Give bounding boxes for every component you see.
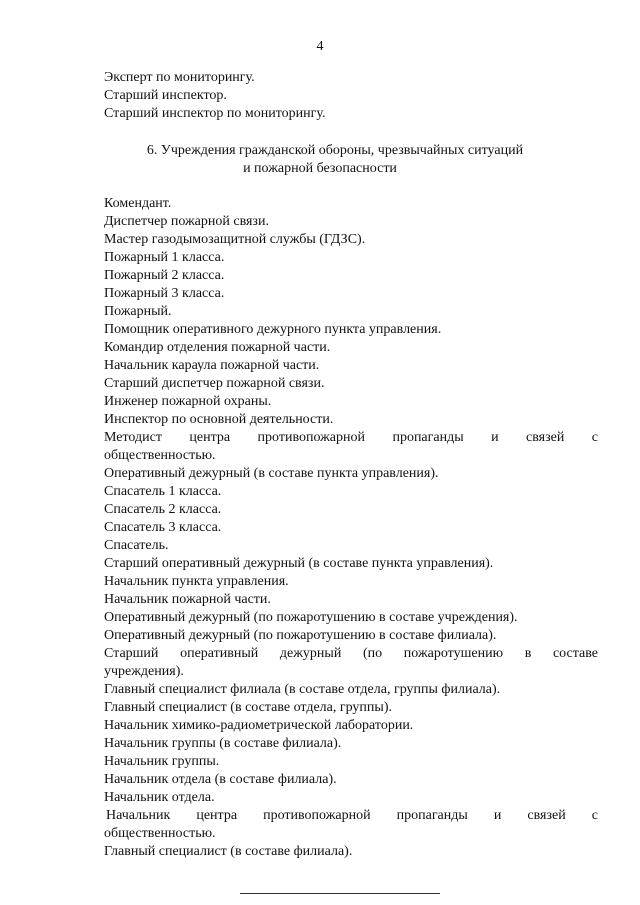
list-item: Спасатель 2 класса. <box>104 502 222 517</box>
list-item: Пожарный 2 класса. <box>104 268 225 283</box>
list-item: Диспетчер пожарной связи. <box>104 214 269 229</box>
list-item: Старший инспектор. <box>104 88 227 103</box>
list-item: Пожарный 1 класса. <box>104 250 225 265</box>
list-item: Спасатель 1 класса. <box>104 484 222 499</box>
list-item: Начальник пожарной части. <box>104 592 271 607</box>
list-item-continuation: учреждения). <box>104 664 184 679</box>
list-item: Начальник караула пожарной части. <box>104 358 320 373</box>
list-item: Начальник группы. <box>104 754 220 769</box>
list-item: Инспектор по основной деятельности. <box>104 412 334 427</box>
list-item: Начальник отдела (в составе филиала). <box>104 772 337 787</box>
list-item: Оперативный дежурный (по пожаротушению в составе учреждения). <box>104 610 518 625</box>
section-title-line1: 6. Учреждения гражданской обороны, чрезвычайных ситуаций <box>146 143 524 158</box>
list-item: Пожарный 3 класса. <box>104 286 225 301</box>
list-item: Спасатель 3 класса. <box>104 520 222 535</box>
list-item: Оперативный дежурный (в составе пункта управления). <box>104 466 439 481</box>
list-item: Пожарный. <box>104 304 172 319</box>
list-item: Инженер пожарной охраны. <box>104 394 272 409</box>
list-item: Мастер газодымозащитной службы (ГДЗС). <box>104 232 366 247</box>
list-item: Начальник пункта управления. <box>104 574 289 589</box>
list-item: Главный специалист филиала (в составе отдела, группы филиала). <box>104 682 501 697</box>
list-item: Оперативный дежурный (по пожаротушению в составе филиала). <box>104 628 497 643</box>
list-item: Эксперт по мониторингу. <box>104 70 255 85</box>
list-item: Старший диспетчер пожарной связи. <box>104 376 325 391</box>
list-item-justified: Методист центра противопожарной пропаганды и связей с <box>104 430 598 445</box>
list-item: Спасатель. <box>104 538 169 553</box>
list-item: Главный специалист (в составе филиала). <box>104 844 353 859</box>
page-number: 4 <box>316 39 324 54</box>
list-item-continuation: общественностью. <box>104 448 216 463</box>
top-list <box>104 69 604 123</box>
list-item: Старший инспектор по мониторингу. <box>104 106 326 121</box>
section-title-line2: и пожарной безопасности <box>243 161 397 176</box>
list-item-continuation: общественностью. <box>104 826 216 841</box>
list-item-justified: Старший оперативный дежурный (по пожаротушению в составе <box>104 646 598 661</box>
list-item: Главный специалист (в составе отдела, группы). <box>104 700 392 715</box>
list-item: Командир отделения пожарной части. <box>104 340 331 355</box>
list-item-justified: Начальник центра противопожарной пропаганды и связей с <box>106 808 598 823</box>
list-item: Начальник химико-радиометрической лаборатории. <box>104 718 414 733</box>
position-list <box>104 195 598 861</box>
list-item: Старший оперативный дежурный (в составе пункта управления). <box>104 556 494 571</box>
list-item: Помощник оперативного дежурного пункта управления. <box>104 322 442 337</box>
list-item: Начальник отдела. <box>104 790 215 805</box>
footer-rule <box>240 893 440 894</box>
list-item: Комендант. <box>104 196 172 211</box>
list-item: Начальник группы (в составе филиала). <box>104 736 342 751</box>
section-title <box>0 142 640 178</box>
